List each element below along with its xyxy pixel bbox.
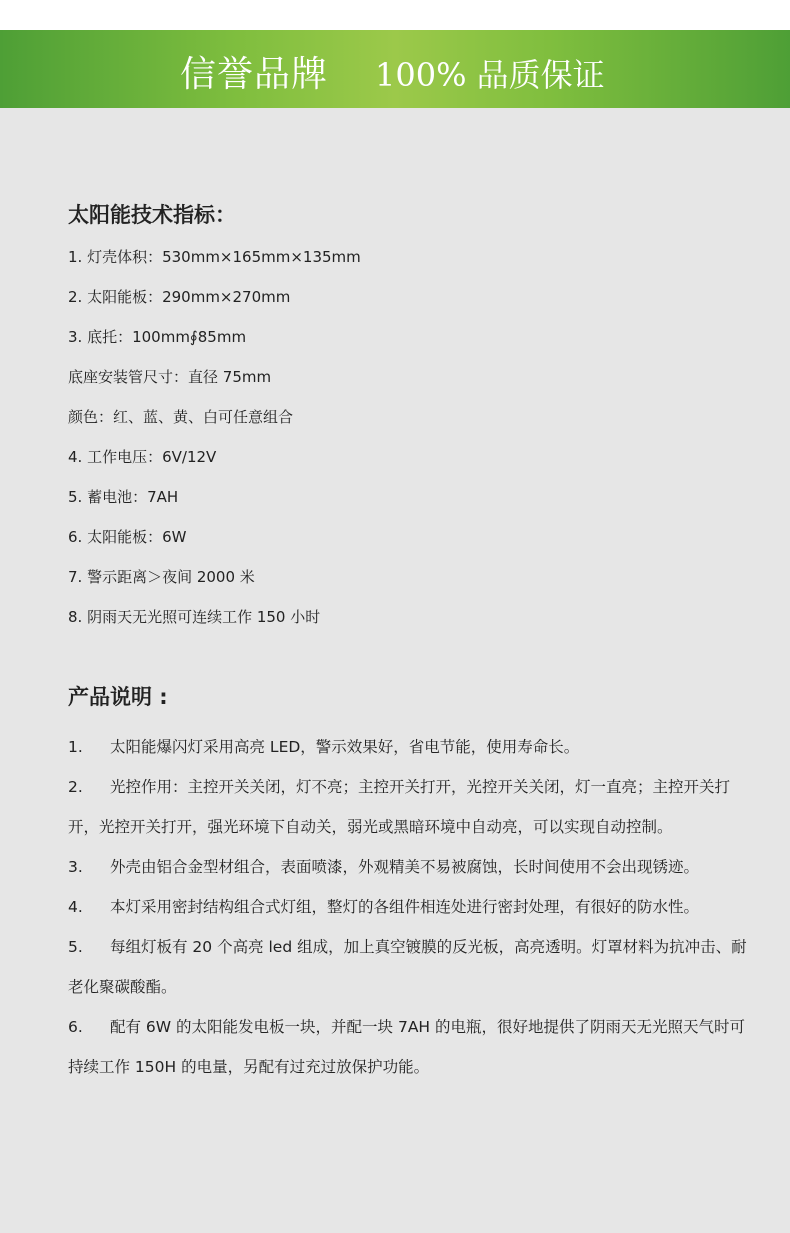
spec-item: 8. 阴雨天无光照可连续工作 150 小时	[68, 608, 321, 626]
banner-brand: 信誉品牌	[180, 54, 329, 95]
spec-item: 4. 工作电压：6V/12V	[68, 448, 217, 466]
description-item	[68, 727, 750, 767]
item-number: 6.	[68, 1018, 83, 1036]
spec-item: 颜色：红、蓝、黄、白可任意组合	[68, 408, 294, 426]
header-banner	[0, 30, 790, 108]
top-strip	[0, 0, 790, 30]
item-text: 光控作用：主控开关关闭，灯不亮；主控开关打开，光控开关关闭，灯一直亮；主控开关打开，光控开关打开，强光环境下自动关，弱光或黑暗环境中自动亮，可以实现自动控制。	[68, 778, 731, 836]
spec-item: 3. 底托：100mm∮85mm	[68, 328, 247, 346]
spec-item: 1. 灯壳体积：530mm×165mm×135mm	[68, 248, 361, 266]
spec-item: 5. 蓄电池：7AH	[68, 488, 179, 506]
banner-slogan: 100% 品质保证	[375, 56, 605, 94]
specs-list	[68, 237, 750, 637]
spec-item: 2. 太阳能板：290mm×270mm	[68, 288, 291, 306]
description-list	[68, 727, 750, 1087]
item-text: 太阳能爆闪灯采用高亮 LED，警示效果好，省电节能，使用寿命长。	[110, 738, 580, 756]
description-item	[68, 767, 750, 847]
spec-item: 底座安装管尺寸：直径 75mm	[68, 368, 272, 386]
item-number: 4.	[68, 898, 83, 916]
item-number: 5.	[68, 938, 83, 956]
description-title: 产品说明 :	[68, 685, 168, 709]
item-text: 每组灯板有 20 个高亮 led 组成，加上真空镀膜的反光板，高亮透明。灯罩材料为抗冲击、耐老化聚碳酸酯。	[68, 938, 747, 996]
spec-item: 7. 警示距离＞夜间 2000 米	[68, 568, 255, 586]
item-number: 1.	[68, 738, 83, 756]
description-item	[68, 887, 750, 927]
specs-title: 太阳能技术指标：	[68, 203, 236, 227]
description-item	[68, 1007, 750, 1087]
spec-item: 6. 太阳能板：6W	[68, 528, 187, 546]
item-number: 3.	[68, 858, 83, 876]
description-item	[68, 927, 750, 1007]
item-text: 配有 6W 的太阳能发电板一块，并配一块 7AH 的电瓶，很好地提供了阴雨天无光照天气时可持续工作 150H 的电量，另配有过充过放保护功能。	[68, 1018, 746, 1076]
description-item	[68, 847, 750, 887]
description-section	[68, 682, 750, 1087]
item-text: 本灯采用密封结构组合式灯组，整灯的各组件相连处进行密封处理，有很好的防水性。	[110, 898, 700, 916]
specs-section	[68, 200, 750, 637]
item-text: 外壳由铝合金型材组合，表面喷漆，外观精美不易被腐蚀，长时间使用不会出现锈迹。	[110, 858, 700, 876]
item-number: 2.	[68, 778, 83, 796]
